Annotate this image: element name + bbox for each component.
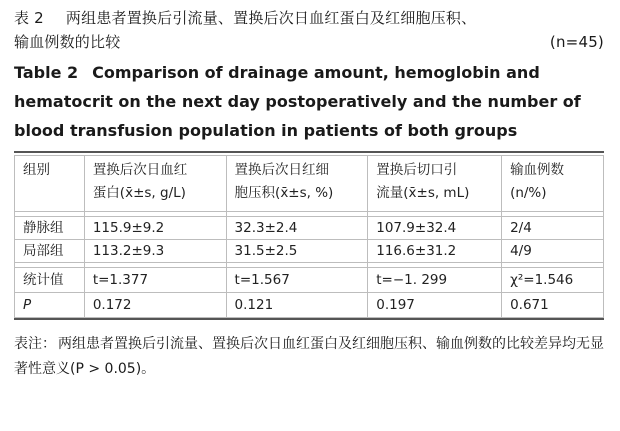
cell-drainage: 116.6±31.2	[368, 240, 502, 263]
caption-chinese-text1: 两组患者置换后引流量、置换后次日血红蛋白及红细胞压积、	[65, 9, 477, 27]
table-top-rule	[14, 151, 604, 153]
table-figure	[14, 6, 604, 382]
cell-transfusion: 2/4	[502, 217, 604, 240]
cell-hematocrit: 31.5±2.5	[226, 240, 368, 263]
cell-stat-drainage: t=−1. 299	[368, 268, 502, 293]
caption-chinese	[14, 6, 604, 54]
caption-english-text: Comparison of drainage amount, hemoglobin and hematocrit on the next day postoperatively and the number of blood transfusion population in patients of both groups	[14, 63, 581, 140]
cell-transfusion: 4/9	[502, 240, 604, 263]
header-transfusion: 输血例数 (n/%)	[502, 156, 604, 212]
cell-stat-label: 统计值	[15, 268, 85, 293]
cell-group-name: 静脉组	[15, 217, 85, 240]
table-footnote	[14, 332, 604, 382]
header-hematocrit: 置换后次日红细 胞压积(x̄±s, %)	[226, 156, 368, 212]
cell-hemoglobin: 113.2±9.3	[84, 240, 226, 263]
cell-p-drainage: 0.197	[368, 293, 502, 318]
cell-hematocrit: 32.3±2.4	[226, 217, 368, 240]
caption-chinese-text2: 输血例数的比较	[14, 33, 121, 51]
caption-chinese-line2	[14, 30, 604, 54]
footnote-label: 表注：	[14, 336, 56, 352]
cell-drainage: 107.9±32.4	[368, 217, 502, 240]
header-drainage: 置换后切口引 流量(x̄±s, mL)	[368, 156, 502, 212]
cell-hemoglobin: 115.9±9.2	[84, 217, 226, 240]
header-hemoglobin: 置换后次日血红 蛋白(x̄±s, g/L)	[84, 156, 226, 212]
sample-size-note: (n=45)	[549, 33, 604, 51]
table-header-row	[15, 156, 604, 212]
caption-english	[14, 58, 604, 145]
cell-stat-transfusion: χ²=1.546	[502, 268, 604, 293]
cell-p-hemoglobin: 0.172	[84, 293, 226, 318]
table-row-p-value	[15, 293, 604, 318]
table-row-iv-group	[15, 217, 604, 240]
header-group: 组别	[15, 156, 85, 212]
caption-chinese-line1	[14, 6, 604, 30]
cell-p-hematocrit: 0.121	[226, 293, 368, 318]
cell-p-label: P	[15, 293, 85, 318]
cell-stat-hematocrit: t=1.567	[226, 268, 368, 293]
comparison-table	[14, 155, 604, 318]
caption-english-label: Table 2	[14, 63, 79, 82]
cell-group-name: 局部组	[15, 240, 85, 263]
footnote-text: 两组患者置换后引流量、置换后次日血红蛋白及红细胞压积、输血例数的比较差异均无显著性意义(P > 0.05)。	[14, 336, 604, 377]
table-row-local-group	[15, 240, 604, 263]
table-bottom-rule	[14, 318, 604, 320]
table-row-statistic	[15, 268, 604, 293]
cell-p-transfusion: 0.671	[502, 293, 604, 318]
cell-stat-hemoglobin: t=1.377	[84, 268, 226, 293]
caption-chinese-label: 表 2	[14, 9, 44, 27]
